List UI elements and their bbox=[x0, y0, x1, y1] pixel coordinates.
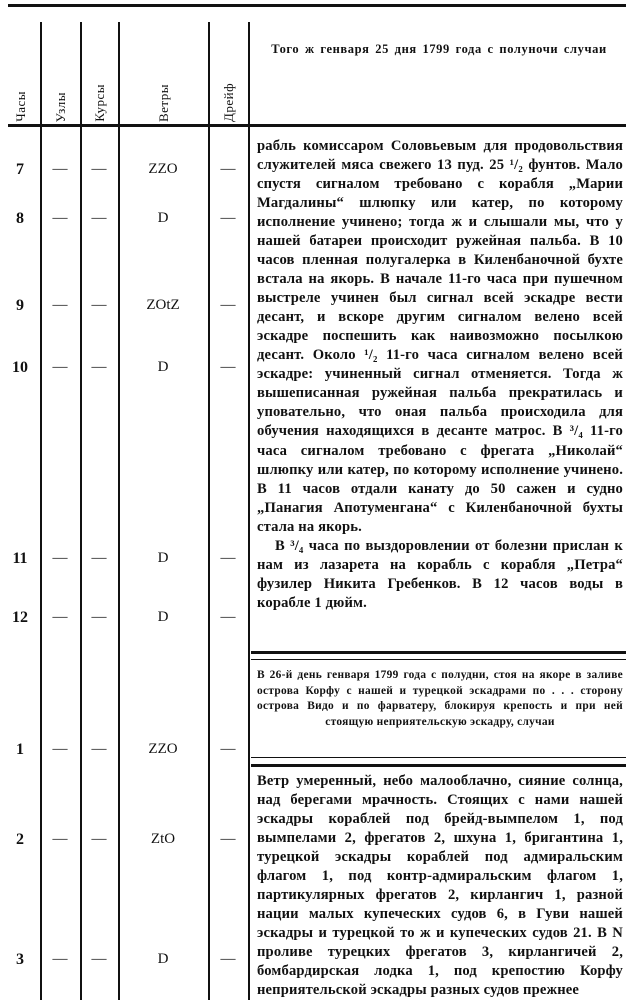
table-row: 1 bbox=[16, 741, 24, 758]
cell-drift: — bbox=[220, 951, 236, 967]
column-header-course-label: Курсы bbox=[91, 84, 107, 122]
section-separator-thin-bottom bbox=[251, 757, 626, 758]
column-header-knots bbox=[40, 24, 80, 122]
column-divider-drift-narrative bbox=[248, 22, 250, 1000]
cell-course: — bbox=[91, 161, 107, 177]
table-row: 9 bbox=[16, 297, 24, 314]
cell-wind: ZOtZ bbox=[146, 297, 180, 313]
section-2-paragraph-1: Ветр умеренный, небо малооблачно, сияние солнца, над берегами мрачность. Стоящих с нами нашей эскадры кораблей под брейд-вымпелом 1, под вымпелами 2, фрегатов 2, шхуна 1, бригантина 1, турецкой эскадры кораблей под адмиральским флагом 1, под контр-адмиральским флагом 1, партикулярных фрегатов 2, кирлангич 1, разной нации малых купеческих судов 6, в Гуви нашей эскадры и турецкой то ж и купеческих судов 21. В N проливе турецких фрегатов 3, кирлангичей 2, бомбардирская лодка 1, под крепостию Корфу неприятельской эскадры разных судов прежнее bbox=[257, 773, 623, 999]
column-header-knots-label: Узлы bbox=[52, 91, 68, 122]
cell-drift: — bbox=[220, 210, 236, 226]
cell-knots: — bbox=[52, 609, 68, 625]
section-separator-rule-bottom bbox=[251, 764, 626, 767]
table-row: 11 bbox=[12, 550, 28, 567]
table-row: 7 bbox=[16, 161, 24, 178]
cell-wind: ZtO bbox=[150, 831, 176, 847]
section-2-heading bbox=[257, 668, 623, 731]
section-1-paragraph-1: рабль комиссаром Соловьевым для продовольствия служителей мяса свежего 13 пуд. 25 ¹/₂ фунтов. Мало спустя сигналом требовано с корабля „Марии Магдалины“ шлюпку или катер, по которому исполнение учинено; тогда ж и слышали мы, что у нашей батареи происходит ружейная пальба. В 10 часов пленная полугалерка в Киленбаночной бухте встала на якорь. В начале 11-го часа при пушечном выстреле учинен был сигнал всей эскадре вести десант, и вскоре другим сигналом велено всей эскадре поспешить как наивозможно посылкою десант. Около ¹/₂ 11-го часа сигналом велено всей эскадре: учиненный сигнал отменяется. Тогда ж вышеписанная ружейная пальба прекратилась и уповательно, что оная пальба происходила для обучения находящихся в десанте матрос. В ³/₄ 11-го часа сигналом требовано с фрегата „Николай“ шлюпку или катер, по которому исполнение учинено. В 11 часов отдали канату до 50 сажен и судно „Панагия Апотуменгана“ с Киленбаночной бухты стала на якорь. bbox=[257, 138, 623, 535]
cell-course: — bbox=[91, 609, 107, 625]
cell-wind: ZZO bbox=[148, 741, 178, 757]
cell-drift: — bbox=[220, 831, 236, 847]
header-bottom-rule bbox=[8, 124, 626, 127]
cell-course: — bbox=[91, 831, 107, 847]
cell-course: — bbox=[91, 741, 107, 757]
cell-wind: D bbox=[157, 951, 169, 967]
cell-drift: — bbox=[220, 609, 236, 625]
cell-drift: — bbox=[220, 741, 236, 757]
cell-knots: — bbox=[52, 359, 68, 375]
cell-drift: — bbox=[220, 297, 236, 313]
cell-drift: — bbox=[220, 550, 236, 566]
cell-course: — bbox=[91, 297, 107, 313]
section-2-heading-text: В 26-й день генваря 1799 года с полудни, стоя на якоре в заливе острова Корфу с нашей и турецкой эскадрами по . . . сторону острова Видо и по фарватеру, блокируя крепость и при ней стоящую неприятельскую эскадру, случаи bbox=[257, 669, 623, 729]
cell-knots: — bbox=[52, 951, 68, 967]
cell-course: — bbox=[91, 210, 107, 226]
cell-course: — bbox=[91, 550, 107, 566]
column-header-drift bbox=[208, 24, 248, 122]
cell-course: — bbox=[91, 951, 107, 967]
cell-knots: — bbox=[52, 550, 68, 566]
cell-wind: D bbox=[157, 210, 169, 226]
cell-wind: D bbox=[157, 550, 169, 566]
cell-knots: — bbox=[52, 741, 68, 757]
cell-course: — bbox=[91, 359, 107, 375]
cell-knots: — bbox=[52, 210, 68, 226]
column-header-winds bbox=[118, 24, 208, 122]
table-row: 8 bbox=[16, 210, 24, 227]
section-1-heading: Того ж генваря 25 дня 1799 года с полуночи случаи bbox=[271, 42, 607, 56]
table-top-rule bbox=[8, 4, 626, 7]
section-separator-rule-top bbox=[251, 651, 626, 654]
column-header-drift-label: Дрейф bbox=[220, 82, 236, 122]
cell-drift: — bbox=[220, 161, 236, 177]
cell-drift: — bbox=[220, 359, 236, 375]
section-1-paragraph-2: В ³/₄ часа по выздоровлении от болезни прислан к нам из лазарета на корабль с корабля „Петра“ фузилер Никита Гребенков. В 12 часов воды в корабле 1 дюйм. bbox=[257, 537, 623, 611]
cell-knots: — bbox=[52, 297, 68, 313]
cell-wind: D bbox=[157, 359, 169, 375]
table-row: 12 bbox=[12, 609, 28, 626]
cell-knots: — bbox=[52, 831, 68, 847]
section-2-narrative bbox=[257, 772, 623, 1000]
table-row: 3 bbox=[16, 951, 24, 968]
section-separator-thin-top bbox=[251, 659, 626, 660]
section-1-narrative bbox=[257, 137, 623, 613]
column-header-hours-label: Часы bbox=[12, 91, 28, 122]
table-row: 10 bbox=[12, 359, 28, 376]
table-row: 2 bbox=[16, 831, 24, 848]
column-header-winds-label: Ветры bbox=[155, 83, 171, 122]
column-header-hours bbox=[0, 24, 40, 122]
column-header-course bbox=[80, 24, 118, 122]
cell-knots: — bbox=[52, 161, 68, 177]
cell-wind: D bbox=[157, 609, 169, 625]
cell-wind: ZZO bbox=[148, 161, 178, 177]
